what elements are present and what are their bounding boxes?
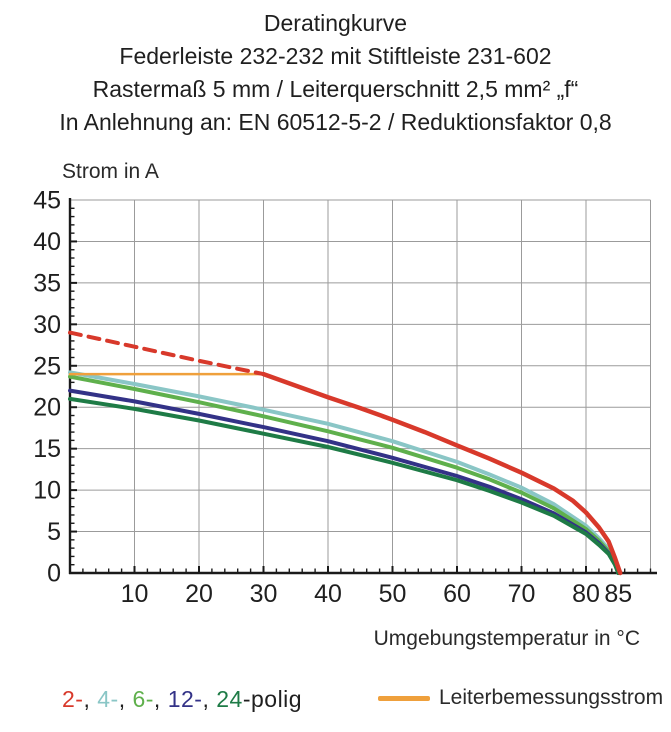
y-tick-label: 30 xyxy=(33,310,61,339)
x-tick-label: 50 xyxy=(378,580,407,608)
y-tick-label: 5 xyxy=(47,518,61,547)
y-tick-label: 10 xyxy=(33,476,61,505)
title-line-4: In Anlehnung an: EN 60512-5-2 / Reduktionsfaktor 0,8 xyxy=(59,109,612,135)
x-tick-label: 70 xyxy=(507,580,536,608)
x-axis-label: Umgebungstemperatur in °C xyxy=(373,627,640,650)
y-tick-label: 45 xyxy=(33,186,61,215)
y-tick-label: 25 xyxy=(33,352,61,381)
curve-24-polig xyxy=(70,399,618,573)
y-tick-label: 35 xyxy=(33,269,61,298)
rated-current-swatch-line xyxy=(378,696,430,701)
x-tick-label: 60 xyxy=(443,580,471,608)
pole-legend-separator: , xyxy=(153,686,168,712)
pole-legend-item: 6- xyxy=(132,686,154,712)
curve-2-polig-gestrichelt xyxy=(70,333,264,375)
title-line-1: Deratingkurve xyxy=(263,10,408,36)
y-tick-label: 40 xyxy=(33,227,61,256)
y-tick-label: 20 xyxy=(33,393,61,422)
pole-legend-suffix: -polig xyxy=(242,686,303,712)
pole-legend-separator: , xyxy=(83,686,98,712)
y-tick-label: 0 xyxy=(47,559,61,588)
rated-current-legend xyxy=(378,686,663,710)
title-line-2: Federleiste 232-232 mit Stiftleiste 231-602 xyxy=(119,43,552,69)
pole-legend xyxy=(62,686,302,713)
pole-legend-item: 12- xyxy=(167,686,203,712)
rated-current-label: Leiterbemessungsstrom xyxy=(439,686,664,709)
x-tick-label: 80 xyxy=(572,580,600,608)
derating-chart xyxy=(0,185,671,625)
x-tick-label: 40 xyxy=(314,580,342,608)
x-tick-label: 30 xyxy=(249,580,278,608)
y-axis-label: Strom in A xyxy=(62,160,159,183)
pole-legend-item: 2- xyxy=(62,686,84,712)
pole-legend-item: 4- xyxy=(97,686,119,712)
x-tick-label: 10 xyxy=(120,580,149,608)
chart-title-block xyxy=(0,0,671,139)
title-line-3: Rastermaß 5 mm / Leiterquerschnitt 2,5 mm² „f“ xyxy=(92,76,579,102)
pole-legend-item: 24 xyxy=(216,686,243,712)
x-tick-label: 85 xyxy=(604,580,633,608)
x-tick-label: 20 xyxy=(185,580,213,608)
pole-legend-separator: , xyxy=(202,686,217,712)
y-tick-label: 15 xyxy=(33,435,61,464)
pole-legend-separator: , xyxy=(118,686,133,712)
